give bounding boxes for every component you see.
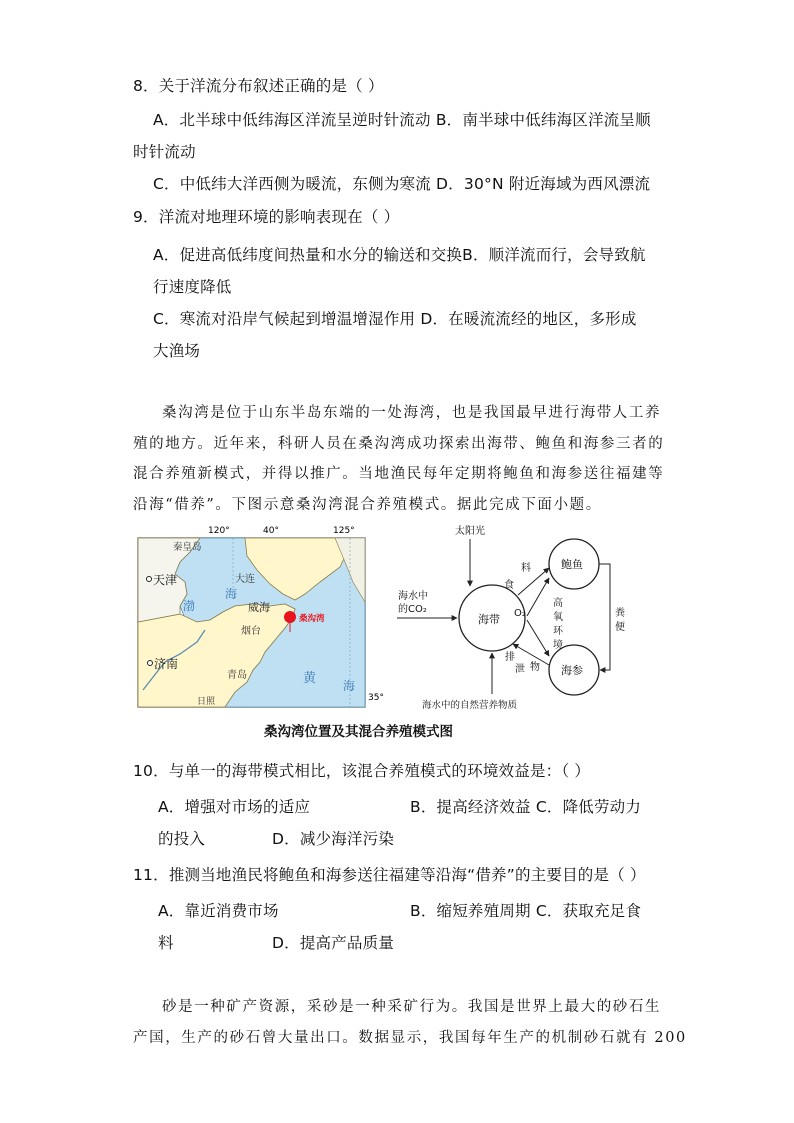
question-11-option-c-cont: 料: [158, 934, 174, 952]
o2-label: O₂: [514, 608, 526, 619]
question-8-stem: 8．关于洋流分布叙述正确的是（ ）: [133, 77, 384, 95]
city-jinan: 济南: [154, 657, 179, 671]
question-8-options-line1: A．北半球中低纬海区洋流呈逆时针流动 B．南半球中低纬海区洋流呈顺: [153, 111, 651, 129]
question-8-options-line2: 时针流动: [133, 143, 196, 161]
env-char-1: 高: [553, 598, 563, 609]
map-lat-label: 35°: [368, 693, 384, 703]
question-9-options-line1: A．促进高低纬度间热量和水分的输送和交换B．顺洋流而行，会导致航: [153, 246, 646, 264]
env-char-3: 环: [553, 626, 563, 637]
question-11-stem: 11．推测当地渔民将鲍鱼和海参送往福建等沿海“借养”的主要目的是（ ）: [133, 866, 646, 884]
aquaculture-diagram: [397, 524, 626, 711]
feces-char-1: 粪: [615, 608, 625, 619]
map-lon-label-2: 40°: [263, 526, 279, 536]
excreta-label-2: 泄: [515, 664, 525, 675]
sanggou-bay-label: 桑沟湾: [299, 614, 325, 624]
map-lon-label-3: 125°: [333, 526, 355, 536]
map-lon-label-1: 120°: [208, 526, 230, 536]
location-map: [138, 526, 384, 707]
co2-label-line2: 的CO₂: [398, 604, 427, 615]
o2-to-sea-cucumber-arrow: [527, 620, 549, 656]
sanggou-bay-figure: [135, 522, 665, 717]
passage-1-line1: 桑沟湾是位于山东半岛东端的一处海湾，也是我国最早进行海带人工养: [162, 405, 662, 421]
question-11-option-a: A．靠近消费市场: [158, 902, 279, 920]
passage-2-line1: 砂是一种矿产资源，采砂是一种采矿行为。我国是世界上最大的砂石生: [162, 999, 662, 1015]
city-qinhuangdao: 秦皇岛: [173, 542, 202, 553]
sunlight-label: 太阳光: [455, 526, 485, 537]
kelp-label: 海带: [478, 613, 500, 626]
question-9-options-line3: C．寒流对沿岸气候起到增温增湿作用 D．在暖流流经的地区，多形成: [153, 310, 637, 328]
question-11-options-bc: B．缩短养殖周期 C．获取充足食: [410, 902, 642, 920]
question-9-stem: 9．洋流对地理环境的影响表现在（ ）: [133, 208, 400, 226]
sea-cucumber-label: 海参: [561, 664, 583, 677]
passage-1-line4: 沿海“借养”。下图示意桑沟湾混合养殖模式。据此完成下面小题。: [133, 497, 602, 513]
question-9-options-line2: 行速度降低: [153, 278, 232, 296]
question-10-option-d: D．减少海洋污染: [272, 830, 395, 848]
question-10-options-bc: B．提高经济效益 C．降低劳动力: [410, 798, 642, 816]
sea-name-hai-1: 海: [225, 587, 238, 601]
env-char-2: 氧: [553, 612, 563, 623]
passage-1-line2: 殖的地方。近年来，科研人员在桑沟湾成功探索出海带、鲍鱼和海参三者的: [133, 436, 665, 452]
city-rizhao: 日照: [197, 697, 216, 707]
question-11-option-d: D．提高产品质量: [272, 934, 395, 952]
food-label-2: 料: [521, 563, 531, 574]
feces-arrow: [599, 564, 610, 670]
nutrients-label: 海水中的自然营养物质: [422, 700, 518, 711]
question-8-options-line3: C．中低纬大洋西侧为暖流，东侧为寒流 D．30°N 附近海域为西风漂流: [153, 175, 651, 193]
city-qingdao: 青岛: [227, 670, 247, 681]
city-weihai: 威海: [248, 601, 270, 614]
question-10-option-c-cont: 的投入: [158, 830, 206, 848]
passage-1-line3: 混合养殖新模式，并得以推广。当地渔民每年定期将鲍鱼和海参送往福建等: [133, 466, 665, 482]
city-yantai: 烟台: [241, 626, 261, 637]
env-char-4: 境: [553, 640, 563, 651]
passage-2-line2: 产国，生产的砂石曾大量出口。数据显示，我国每年生产的机制砂石就有 200: [133, 1030, 687, 1046]
city-dalian: 大连: [235, 574, 255, 585]
question-10-stem: 10．与单一的海带模式相比，该混合养殖模式的环境效益是：（ ）: [133, 762, 591, 780]
excreta-label-1: 排: [505, 652, 515, 663]
figure-caption: 桑沟湾位置及其混合养殖模式图: [264, 724, 453, 740]
excreta-label-3: 物: [530, 662, 540, 673]
sea-name-huang: 黄: [303, 671, 317, 686]
question-10-option-a: A．增强对市场的适应: [158, 798, 311, 816]
city-tianjin: 天津: [153, 573, 178, 587]
food-label-1: 食: [504, 580, 514, 591]
feces-char-2: 便: [615, 622, 625, 633]
sea-name-hai-2: 海: [343, 679, 356, 693]
sea-name-bo: 渤: [183, 599, 196, 613]
abalone-label: 鲍鱼: [561, 558, 583, 571]
question-9-options-line4: 大渔场: [153, 342, 201, 360]
co2-label-line1: 海水中: [398, 591, 428, 602]
